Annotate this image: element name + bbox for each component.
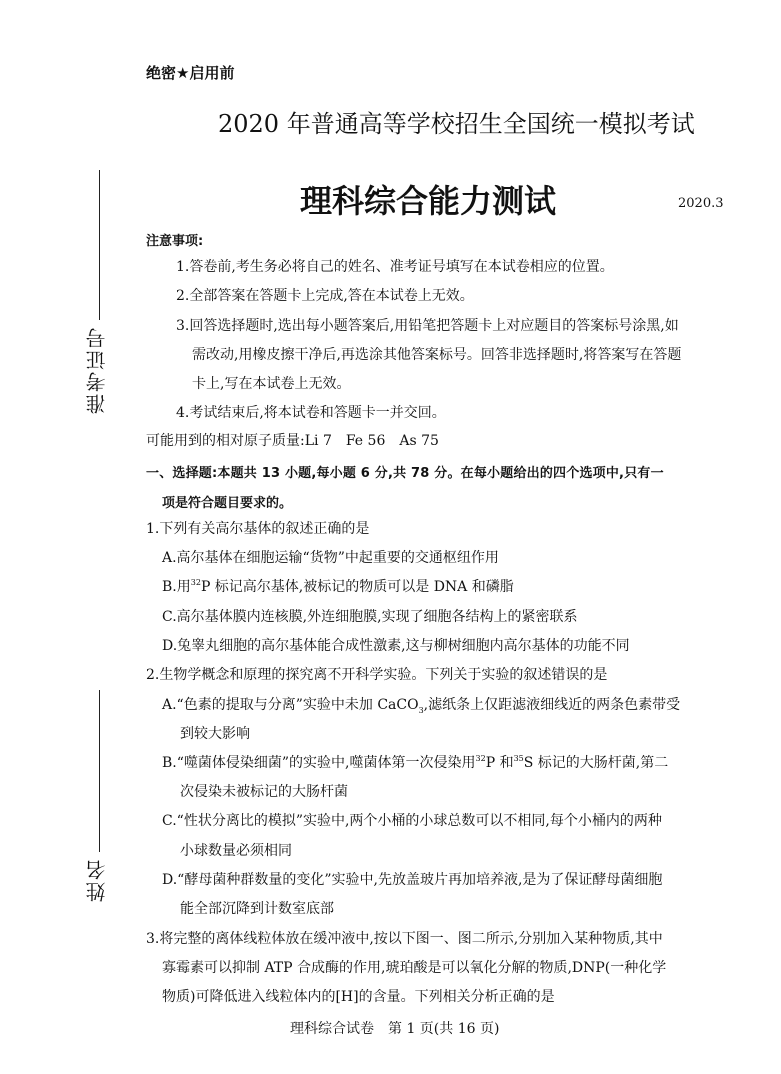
formula-subscript: 3 (418, 705, 424, 715)
option-text: B.用 (162, 579, 191, 595)
option-text: S 标记的大肠杆菌,第二 (523, 755, 669, 771)
question-2-option-b-cont: 次侵染未被标记的大肠杆菌 (180, 784, 348, 800)
question-3-stem-cont: 物质)可降低进入线粒体内的[H]的含量。下列相关分析正确的是 (162, 989, 555, 1005)
note-item: 2.全部答案在答题卡上完成,答在本试卷上无效。 (176, 288, 474, 304)
note-item: 3.回答选择题时,选出每小题答案后,用铅笔把答题卡上对应题目的答案标号涂黑,如 (176, 318, 679, 334)
exam-date: 2020.3 (678, 196, 724, 211)
name-label: 姓名 (85, 858, 109, 902)
notes-heading: 注意事项: (146, 234, 204, 249)
question-2-option-c-cont: 小球数量必须相同 (180, 843, 292, 859)
subject-title: 理科综合能力测试 (300, 182, 557, 220)
option-text: P 标记高尔基体,被标记的物质可以是 DNA 和磷脂 (200, 579, 514, 595)
question-2-option-d-cont: 能全部沉降到计数室底部 (180, 901, 334, 917)
question-1-option-b (162, 578, 514, 596)
name-line (99, 690, 100, 852)
question-2-option-a-cont: 到较大影响 (180, 726, 250, 742)
option-text: B.“噬菌体侵染细菌”的实验中,噬菌体第一次侵染用 (162, 755, 476, 771)
exam-id-line (99, 170, 100, 320)
option-text: A.“色素的提取与分离”实验中未加 CaCO (162, 697, 419, 713)
exam-title: 2020 年普通高等学校招生全国统一模拟考试 (218, 110, 695, 138)
page-footer: 理科综合试卷 第 1 页(共 16 页) (290, 1021, 500, 1037)
note-item: 卡上,写在本试卷上无效。 (192, 376, 351, 392)
isotope-mass: 32 (190, 578, 201, 587)
isotope-mass: 35 (513, 754, 524, 763)
question-2-option-c: C.“性状分离比的模拟”实验中,两个小桶的小球总数可以不相同,每个小桶内的两种 (162, 813, 662, 829)
isotope-mass: 32 (475, 754, 486, 763)
note-item: 需改动,用橡皮擦干净后,再选涂其他答案标号。回答非选择题时,将答案写在答题 (192, 347, 682, 363)
option-text: ,滤纸条上仅距滤液细线近的两条色素带受 (423, 697, 681, 713)
question-1-option-d: D.兔睾丸细胞的高尔基体能合成性激素,这与柳树细胞内高尔基体的功能不同 (162, 638, 630, 654)
question-3-stem: 3.将完整的离体线粒体放在缓冲液中,按以下图一、图二所示,分别加入某种物质,其中 (146, 931, 663, 947)
question-3-stem-cont: 寡霉素可以抑制 ATP 合成酶的作用,琥珀酸是可以氧化分解的物质,DNP(一种化学 (162, 960, 667, 976)
note-item: 4.考试结束后,将本试卷和答题卡一并交回。 (176, 405, 446, 421)
question-1-stem: 1.下列有关高尔基体的叙述正确的是 (146, 521, 370, 537)
question-2-option-d: D.“酵母菌种群数量的变化”实验中,先放盖玻片再加培养液,是为了保证酵母菌细胞 (162, 872, 663, 888)
exam-id-label: 准考证号 (85, 326, 109, 414)
question-2-option-a (162, 696, 680, 714)
option-text: P 和 (485, 755, 514, 771)
question-2-stem: 2.生物学概念和原理的探究离不开科学实验。下列关于实验的叙述错误的是 (146, 667, 608, 683)
atomic-mass-line: 可能用到的相对原子质量:Li 7 Fe 56 As 75 (146, 433, 439, 449)
note-item: 1.答卷前,考生务必将自己的姓名、准考证号填写在本试卷相应的位置。 (176, 259, 614, 275)
section-instruction: 一、选择题:本题共 13 小题,每小题 6 分,共 78 分。在每小题给出的四个选项中,只有一 (146, 466, 664, 481)
question-1-option-a: A.高尔基体在细胞运输“货物”中起重要的交通枢纽作用 (162, 550, 499, 566)
question-2-option-b (162, 754, 668, 772)
section-instruction: 项是符合题目要求的。 (162, 496, 293, 511)
question-1-option-c: C.高尔基体膜内连核膜,外连细胞膜,实现了细胞各结构上的紧密联系 (162, 609, 578, 625)
confidential-mark: 绝密★启用前 (146, 64, 235, 82)
